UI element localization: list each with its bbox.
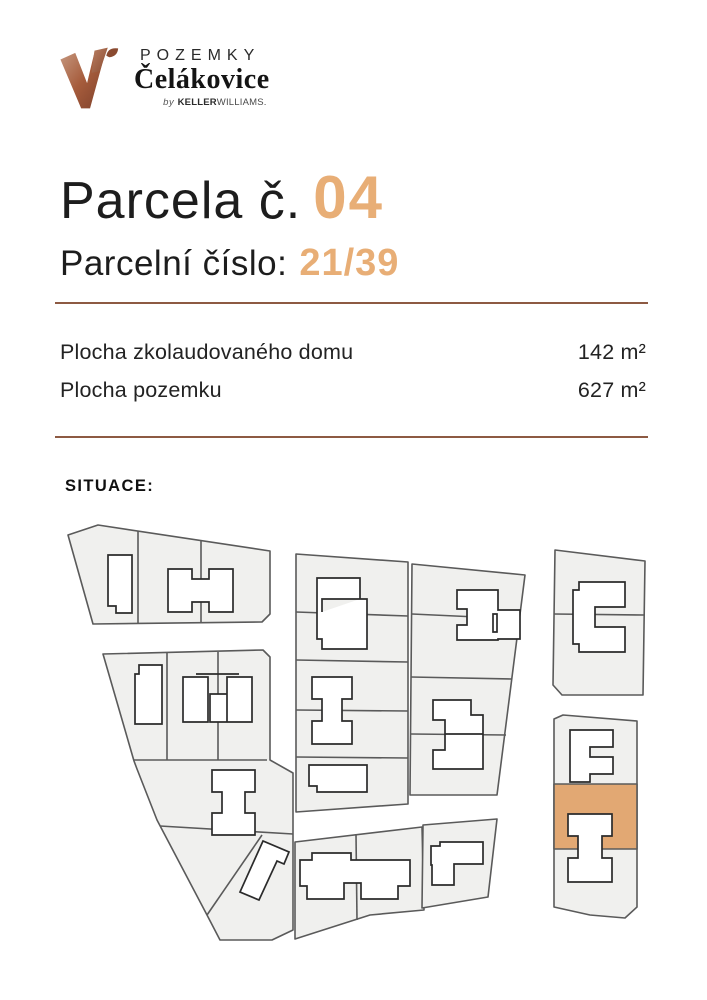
detail-value: 627 m² <box>577 378 646 402</box>
logo-text <box>134 38 270 108</box>
page-subtitle <box>60 241 400 284</box>
lot-line <box>296 710 408 711</box>
subtitle-label: Parcelní číslo: <box>60 243 288 283</box>
situation-label: SITUACE: <box>65 477 155 495</box>
detail-row-house-area <box>60 333 646 371</box>
cadastral-number: 21/39 <box>299 241 400 284</box>
logo-byline: by KELLERWILLIAMS. <box>163 97 267 108</box>
keller-williams-w-icon <box>56 44 130 112</box>
detail-row-plot-area <box>60 371 646 409</box>
divider-top <box>55 302 648 304</box>
parcel-details <box>60 333 646 409</box>
house-footprint <box>309 765 367 792</box>
parcel-number: 04 <box>313 164 384 232</box>
brand-logo <box>56 38 270 112</box>
detail-value: 142 m² <box>577 340 646 364</box>
house-footprint <box>135 665 162 724</box>
detail-label: Plocha pozemku <box>60 378 222 402</box>
lot-line <box>554 614 644 615</box>
detail-label: Plocha zkolaudovaného domu <box>60 340 354 364</box>
divider-bottom <box>55 436 648 438</box>
logo-pozemky: POZEMKY <box>140 47 261 64</box>
house-footprint-duplex <box>317 578 367 649</box>
lot-line <box>296 757 408 758</box>
logo-celakovice: Čelákovice <box>134 64 270 95</box>
house-footprint <box>108 555 132 613</box>
site-plan-map <box>60 522 650 962</box>
parcel-block-right-top <box>553 550 645 695</box>
title-label: Parcela č. <box>60 172 302 231</box>
page-title <box>60 164 384 232</box>
